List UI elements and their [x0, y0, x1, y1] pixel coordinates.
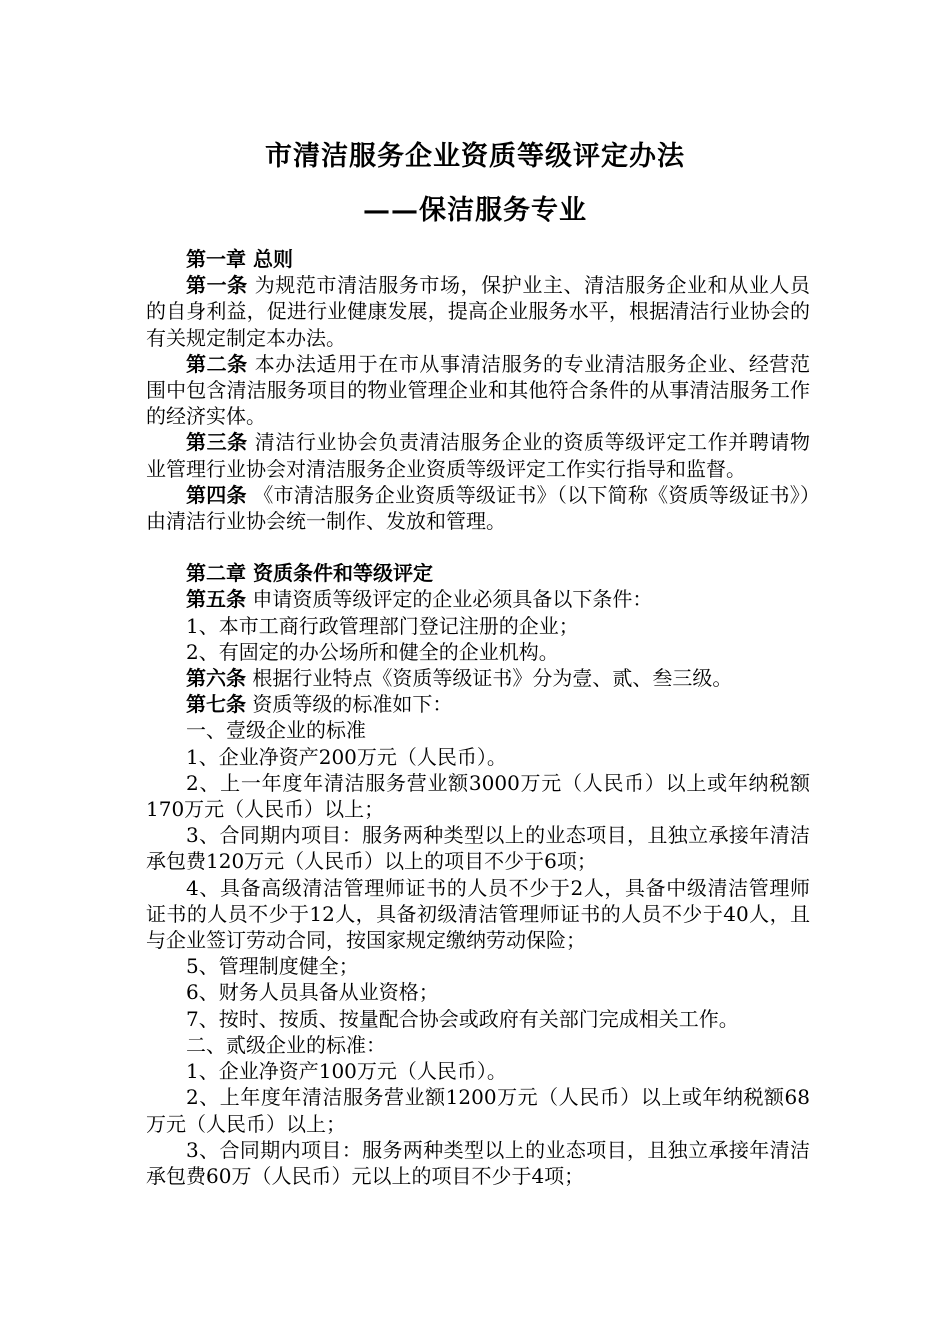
article-4-text: 《市清洁服务企业资质等级证书》（以下简称《资质等级证书》）由清洁行业协会统一制作、发放和管理。 [146, 482, 810, 534]
title-block [0, 130, 950, 238]
article-1 [146, 272, 810, 351]
grade-1-item: 2、上一年度年清洁服务营业额3000万元（人民币）以上或年纳税额170万元（人民币）以上； [146, 770, 810, 822]
article-2 [146, 351, 810, 430]
grade-2-item: 1、企业净资产100万元（人民币）。 [186, 1059, 507, 1084]
article-5 [146, 586, 810, 612]
grade-2-heading: 二、贰级企业的标准： [186, 1032, 386, 1057]
article-6-text: 根据行业特点《资质等级证书》分为壹、贰、叁三级。 [246, 666, 733, 691]
article-5-item: 2、有固定的办公场所和健全的企业机构。 [186, 639, 559, 664]
document-subtitle: ——保洁服务专业 [363, 195, 587, 226]
article-6 [146, 665, 810, 691]
article-1-text: 为规范市清洁服务市场，保护业主、清洁服务企业和从业人员的自身利益，促进行业健康发展，提高企业服务水平，根据清洁行业协会的有关规定制定本办法。 [146, 273, 810, 350]
grade-1-item: 6、财务人员具备从业资格； [186, 980, 439, 1005]
article-5-label: 第五条 [186, 587, 246, 612]
article-3-label: 第三条 [186, 430, 248, 455]
chapter-spacer [146, 534, 810, 560]
grade-1-item: 4、具备高级清洁管理师证书的人员不少于2人，具备中级清洁管理师证书的人员不少于12人，具备初级清洁管理师证书的人员不少于40人，且与企业签订劳动合同，按国家规定缴纳劳动保险； [146, 875, 810, 953]
document-body [146, 246, 810, 1189]
grade-2-item: 3、合同期内项目：服务两种类型以上的业态项目，且独立承接年清洁承包费60万（人民币）元以上的项目不少于4项； [146, 1137, 810, 1188]
article-5-text: 申请资质等级评定的企业必须具备以下条件： [246, 587, 653, 612]
article-7-label: 第七条 [186, 692, 246, 717]
article-7 [146, 691, 810, 717]
article-4 [146, 482, 810, 534]
article-3 [146, 429, 810, 481]
article-4-label: 第四条 [186, 482, 247, 507]
article-1-label: 第一条 [186, 273, 248, 298]
article-5-item: 1、本市工商行政管理部门登记注册的企业； [186, 613, 579, 638]
article-7-text: 资质等级的标准如下： [246, 692, 453, 717]
document-title: 市清洁服务企业资质等级评定办法 [265, 141, 685, 172]
grade-2-item: 2、上年度年清洁服务营业额1200万元（人民币）以上或年纳税额68万元（人民币）以上； [146, 1085, 810, 1136]
article-2-text: 本办法适用于在市从事清洁服务的专业清洁服务企业、经营范围中包含清洁服务项目的物业管理企业和其他符合条件的从事清洁服务工作的经济实体。 [146, 351, 810, 429]
grade-1-heading: 一、壹级企业的标准 [186, 718, 366, 743]
article-6-label: 第六条 [186, 666, 246, 691]
grade-1-item: 1、企业净资产200万元（人民币）。 [186, 744, 507, 769]
article-2-label: 第二条 [186, 351, 248, 376]
grade-1-item: 5、管理制度健全； [186, 954, 359, 979]
chapter-2-heading: 第二章 资质条件和等级评定 [186, 561, 433, 586]
grade-1-item: 3、合同期内项目：服务两种类型以上的业态项目，且独立承接年清洁承包费120万元（人民币）以上的项目不少于6项； [146, 823, 810, 874]
grade-1-item: 7、按时、按质、按量配合协会或政府有关部门完成相关工作。 [186, 1006, 739, 1031]
chapter-1-heading: 第一章 总则 [186, 247, 293, 271]
article-3-text: 清洁行业协会负责清洁服务企业的资质等级评定工作并聘请物业管理行业协会对清洁服务企业资质等级评定工作实行指导和监督。 [146, 430, 810, 481]
